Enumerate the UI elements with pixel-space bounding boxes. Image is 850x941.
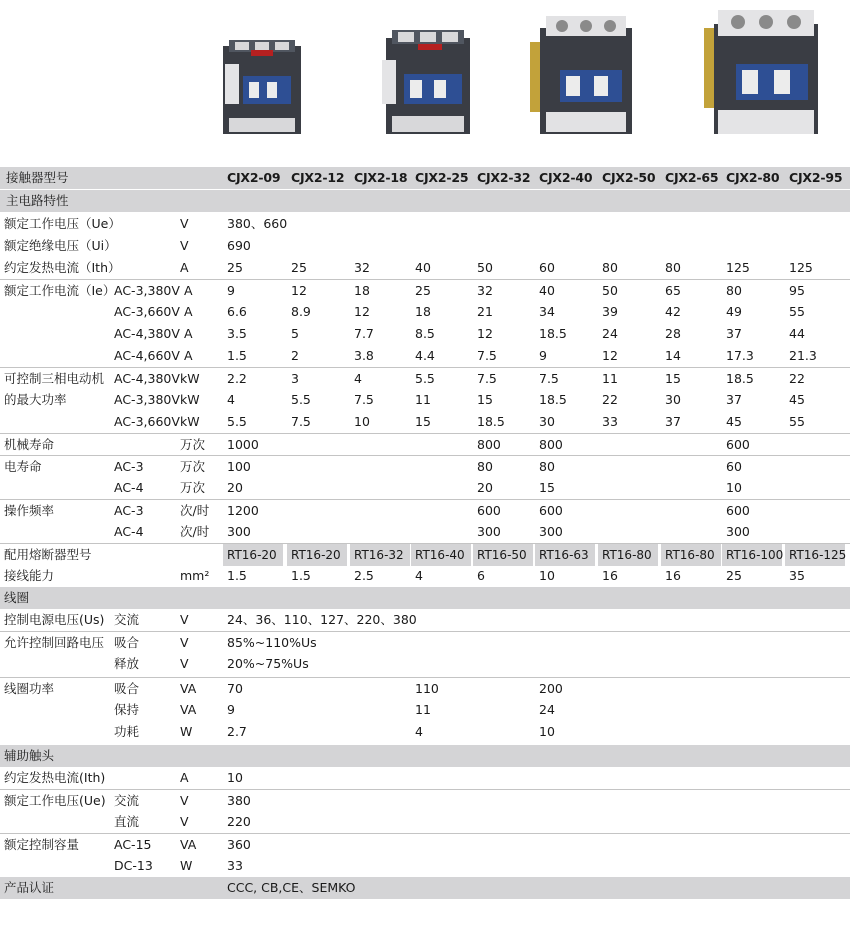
cell-value: 15 — [539, 480, 555, 495]
cell-value: 600 — [539, 503, 563, 518]
cell-value: 600 — [477, 503, 501, 518]
cell-value: 34 — [539, 304, 555, 319]
cell-value: 32 — [354, 260, 370, 275]
cell-value: 65 — [665, 283, 681, 298]
row-operating-frequency — [0, 521, 850, 543]
cell-value: 30 — [665, 392, 681, 407]
model-header-cjx2-80: CJX2-80 — [726, 167, 779, 189]
cell-value: 15 — [477, 392, 493, 407]
cell-value: 3 — [291, 371, 299, 386]
row-wire-capacity — [0, 565, 850, 587]
cell-value: 20 — [477, 480, 493, 495]
row-rated-current — [0, 323, 850, 345]
cell-value: 2.5 — [354, 568, 374, 583]
cell-value: 22 — [789, 371, 805, 386]
cell-value: 8.5 — [415, 326, 435, 341]
cell-value: 80 — [665, 260, 681, 275]
cell-value: 25 — [227, 260, 243, 275]
row-unit: V — [180, 216, 189, 231]
contactor-large-photo — [530, 12, 640, 136]
cell-value: RT16-20 — [291, 548, 341, 562]
cell-value: 18.5 — [539, 326, 567, 341]
row-unit: kW — [180, 392, 200, 407]
cell-value: 22 — [602, 392, 618, 407]
cell-value: 24、36、110、127、220、380 — [227, 612, 417, 627]
cell-value: 16 — [665, 568, 681, 583]
row-condition: 直流 — [114, 814, 140, 829]
row-condition: AC-3,660V — [114, 414, 180, 429]
cell-value: 800 — [477, 437, 501, 452]
row-aux-control-capacity — [0, 833, 850, 856]
row-unit: 次/时 — [180, 524, 210, 539]
cell-value: 690 — [227, 238, 251, 253]
cell-value: 11 — [415, 702, 431, 717]
row-unit: VA — [180, 837, 197, 852]
section-aux — [0, 745, 850, 767]
header-label: 接触器型号 — [6, 170, 69, 185]
cell-value: 10 — [539, 724, 555, 739]
cell-value: 5.5 — [291, 392, 311, 407]
row-unit: 万次 — [180, 480, 206, 495]
cell-value: 380、660 — [227, 216, 288, 231]
cell-value: 7.5 — [477, 371, 497, 386]
row-condition: AC-15 — [114, 837, 152, 852]
cell-value: 1.5 — [291, 568, 311, 583]
cell-value: 35 — [789, 568, 805, 583]
cell-value: 8.9 — [291, 304, 311, 319]
cell-value: 18 — [354, 283, 370, 298]
cell-value: RT16-20 — [227, 548, 277, 562]
row-label: 允许控制回路电压 — [4, 635, 105, 650]
cell-value: 24 — [602, 326, 618, 341]
cell-value: 300 — [539, 524, 563, 539]
cell-value: 12 — [602, 348, 618, 363]
cell-value: 15 — [415, 414, 431, 429]
row-fuse-model — [0, 543, 850, 566]
row-condition: AC-4 — [114, 480, 144, 495]
cell-value: 600 — [726, 437, 750, 452]
cell-value: 1.5 — [227, 348, 247, 363]
cell-value: 5.5 — [227, 414, 247, 429]
cell-value: 20 — [227, 480, 243, 495]
cell-value: 4 — [415, 568, 423, 583]
model-header-cjx2-32: CJX2-32 — [477, 167, 530, 189]
row-unit: W — [180, 724, 193, 739]
cell-value: 4.4 — [415, 348, 435, 363]
cell-value: 10 — [227, 770, 243, 785]
row-electrical-life — [0, 477, 850, 499]
cell-value: RT16-63 — [539, 548, 589, 562]
row-label: 的最大功率 — [4, 392, 67, 407]
cell-value: 9 — [539, 348, 547, 363]
cell-value: 200 — [539, 681, 563, 696]
section-title: 主电路特性 — [6, 193, 69, 208]
product-photos — [0, 0, 850, 165]
cell-value: 80 — [539, 459, 555, 474]
cell-value: CCC, CB,CE、SEMKO — [227, 880, 356, 895]
row-unit: A — [180, 770, 189, 785]
cell-value: 45 — [789, 392, 805, 407]
row-coil-power — [0, 677, 850, 700]
row-condition: 释放 — [114, 656, 140, 671]
row-condition: AC-4 — [114, 524, 144, 539]
cell-value: RT16-125 — [789, 548, 847, 562]
cell-value: 7.5 — [539, 371, 559, 386]
row-condition: AC-3 — [114, 459, 144, 474]
cell-value: 33 — [602, 414, 618, 429]
cell-value: 1.5 — [227, 568, 247, 583]
cell-value: 3.8 — [354, 348, 374, 363]
row-mechanical-life — [0, 433, 850, 456]
cell-value: 37 — [665, 414, 681, 429]
table-header-row — [0, 167, 850, 189]
row-electrical-life — [0, 455, 850, 478]
model-header-cjx2-40: CJX2-40 — [539, 167, 592, 189]
cell-value: 6 — [477, 568, 485, 583]
cell-value: 11 — [602, 371, 618, 386]
row-unit: A — [184, 326, 193, 341]
cell-value: RT16-50 — [477, 548, 527, 562]
row-operating-frequency — [0, 499, 850, 522]
row-label: 约定发热电流(Ith) — [4, 770, 106, 785]
row-pull-in-voltage — [0, 631, 850, 654]
row-condition: AC-4,380V — [114, 326, 180, 341]
cell-value: 11 — [415, 392, 431, 407]
cell-value: 25 — [415, 283, 431, 298]
row-label: 控制电源电压(Us) — [4, 612, 105, 627]
row-condition: 功耗 — [114, 724, 140, 739]
cell-value: 15 — [665, 371, 681, 386]
row-release-voltage — [0, 653, 850, 675]
cell-value: 7.5 — [477, 348, 497, 363]
cell-value: 30 — [539, 414, 555, 429]
row-unit: A — [180, 260, 189, 275]
row-rated-voltage — [0, 213, 850, 235]
cell-value: 33 — [227, 858, 243, 873]
contactor-small-photo — [215, 36, 310, 136]
cell-value: 220 — [227, 814, 251, 829]
cell-value: 21 — [477, 304, 493, 319]
cell-value: 25 — [726, 568, 742, 583]
cell-value: 1000 — [227, 437, 259, 452]
cell-value: 55 — [789, 414, 805, 429]
cell-value: RT16-40 — [415, 548, 465, 562]
cell-value: 110 — [415, 681, 439, 696]
section-coil — [0, 587, 850, 609]
row-unit: V — [180, 238, 189, 253]
cell-value: RT16-80 — [602, 548, 652, 562]
cell-value: 7.5 — [354, 392, 374, 407]
cell-value: 14 — [665, 348, 681, 363]
cell-value: 20%~75%Us — [227, 656, 309, 671]
row-label: 额定工作电压(Ue) — [4, 793, 106, 808]
row-control-voltage — [0, 609, 850, 631]
cell-value: 7.7 — [354, 326, 374, 341]
row-unit: 万次 — [180, 437, 206, 452]
row-unit: kW — [180, 371, 200, 386]
cell-value: 2.2 — [227, 371, 247, 386]
row-condition: 交流 — [114, 793, 140, 808]
row-certification — [0, 877, 850, 899]
cell-value: 1200 — [227, 503, 259, 518]
cell-value: 12 — [477, 326, 493, 341]
row-unit: 万次 — [180, 459, 206, 474]
cell-value: 40 — [415, 260, 431, 275]
cell-value: 10 — [354, 414, 370, 429]
section-main-circuit — [0, 190, 850, 212]
cell-value: 80 — [726, 283, 742, 298]
row-label: 线圈功率 — [4, 681, 55, 696]
row-condition: 保持 — [114, 702, 140, 717]
row-aux-thermal-current — [0, 767, 850, 789]
row-unit: V — [180, 635, 189, 650]
cell-value: 60 — [726, 459, 742, 474]
cell-value: 360 — [227, 837, 251, 852]
cell-value: 2.7 — [227, 724, 247, 739]
row-aux-control-capacity — [0, 855, 850, 877]
cell-value: 49 — [726, 304, 742, 319]
row-rated-current — [0, 301, 850, 323]
cell-value: 300 — [477, 524, 501, 539]
cell-value: RT16-100 — [726, 548, 784, 562]
cell-value: 80 — [602, 260, 618, 275]
row-motor-power — [0, 411, 850, 433]
row-unit: V — [180, 612, 189, 627]
cell-value: 37 — [726, 326, 742, 341]
cell-value: 40 — [539, 283, 555, 298]
cell-value: 70 — [227, 681, 243, 696]
cell-value: 50 — [602, 283, 618, 298]
row-unit: mm² — [180, 568, 210, 583]
cell-value: 80 — [477, 459, 493, 474]
cell-value: 100 — [227, 459, 251, 474]
cell-value: 7.5 — [291, 414, 311, 429]
cell-value: 300 — [726, 524, 750, 539]
row-unit: W — [180, 858, 193, 873]
cell-value: 380 — [227, 793, 251, 808]
row-label: 额定工作电流（Ie） — [4, 283, 116, 298]
row-condition: DC-13 — [114, 858, 153, 873]
model-header-cjx2-25: CJX2-25 — [415, 167, 468, 189]
row-unit: A — [184, 348, 193, 363]
row-condition: AC-4,380V — [114, 371, 180, 386]
cell-value: 37 — [726, 392, 742, 407]
row-unit: A — [184, 283, 193, 298]
row-rated-current — [0, 279, 850, 302]
cell-value: 9 — [227, 702, 235, 717]
contactor-xlarge-photo — [700, 6, 825, 136]
cell-value: 39 — [602, 304, 618, 319]
row-rated-current — [0, 345, 850, 367]
row-label: 额定控制容量 — [4, 837, 80, 852]
cell-value: 42 — [665, 304, 681, 319]
cell-value: 4 — [354, 371, 362, 386]
row-unit: 次/时 — [180, 503, 210, 518]
cell-value: 17.3 — [726, 348, 754, 363]
cell-value: 6.6 — [227, 304, 247, 319]
cell-value: 800 — [539, 437, 563, 452]
row-aux-rated-voltage — [0, 789, 850, 812]
row-unit: V — [180, 656, 189, 671]
model-header-cjx2-12: CJX2-12 — [291, 167, 344, 189]
row-condition: AC-3,380V — [114, 392, 180, 407]
cell-value: 10 — [539, 568, 555, 583]
row-coil-power — [0, 699, 850, 721]
row-condition: AC-3 — [114, 503, 144, 518]
row-condition: 吸合 — [114, 681, 140, 696]
row-label: 接线能力 — [4, 568, 55, 583]
row-label: 产品认证 — [4, 880, 55, 895]
row-label: 约定发热电流（Ith） — [4, 260, 121, 275]
cell-value: 45 — [726, 414, 742, 429]
row-motor-power — [0, 367, 850, 390]
row-condition: 吸合 — [114, 635, 140, 650]
cell-value: RT16-80 — [665, 548, 715, 562]
cell-value: 21.3 — [789, 348, 817, 363]
contactor-medium-photo — [378, 26, 478, 136]
cell-value: 3.5 — [227, 326, 247, 341]
cell-value: 4 — [415, 724, 423, 739]
cell-value: 85%~110%Us — [227, 635, 317, 650]
cell-value: 5.5 — [415, 371, 435, 386]
cell-value: 125 — [789, 260, 813, 275]
cell-value: 600 — [726, 503, 750, 518]
row-condition: AC-4,660V — [114, 348, 180, 363]
cell-value: 32 — [477, 283, 493, 298]
row-label: 辅助触头 — [4, 748, 55, 763]
row-unit: kW — [180, 414, 200, 429]
row-label: 操作频率 — [4, 503, 55, 518]
cell-value: 300 — [227, 524, 251, 539]
cell-value: 25 — [291, 260, 307, 275]
row-condition: 交流 — [114, 612, 140, 627]
row-insulation-voltage — [0, 235, 850, 257]
cell-value: 18.5 — [726, 371, 754, 386]
row-unit: V — [180, 793, 189, 808]
cell-value: 2 — [291, 348, 299, 363]
row-label: 机械寿命 — [4, 437, 55, 452]
cell-value: 125 — [726, 260, 750, 275]
row-condition: AC-3,380V — [114, 283, 180, 298]
row-condition: AC-3,660V — [114, 304, 180, 319]
row-unit: VA — [180, 681, 197, 696]
cell-value: 12 — [291, 283, 307, 298]
row-label: 额定工作电压（Ue） — [4, 216, 121, 231]
cell-value: 24 — [539, 702, 555, 717]
row-motor-power — [0, 389, 850, 411]
row-unit: VA — [180, 702, 197, 717]
cell-value: 18 — [415, 304, 431, 319]
cell-value: 18.5 — [539, 392, 567, 407]
model-header-cjx2-65: CJX2-65 — [665, 167, 718, 189]
cell-value: 18.5 — [477, 414, 505, 429]
row-thermal-current — [0, 257, 850, 279]
cell-value: 60 — [539, 260, 555, 275]
cell-value: 10 — [726, 480, 742, 495]
row-unit: V — [180, 814, 189, 829]
row-label: 额定绝缘电压（Ui） — [4, 238, 117, 253]
cell-value: 44 — [789, 326, 805, 341]
cell-value: 9 — [227, 283, 235, 298]
model-header-cjx2-09: CJX2-09 — [227, 167, 280, 189]
row-label: 配用熔断器型号 — [4, 547, 92, 562]
cell-value: 16 — [602, 568, 618, 583]
row-aux-rated-voltage — [0, 811, 850, 833]
row-label: 可控制三相电动机 — [4, 371, 105, 386]
row-label: 线圈 — [4, 590, 30, 605]
cell-value: 55 — [789, 304, 805, 319]
model-header-cjx2-95: CJX2-95 — [789, 167, 842, 189]
cell-value: 50 — [477, 260, 493, 275]
cell-value: 4 — [227, 392, 235, 407]
model-header-cjx2-50: CJX2-50 — [602, 167, 655, 189]
row-label: 电寿命 — [4, 459, 42, 474]
row-coil-power — [0, 721, 850, 743]
model-header-cjx2-18: CJX2-18 — [354, 167, 407, 189]
cell-value: 12 — [354, 304, 370, 319]
cell-value: 95 — [789, 283, 805, 298]
cell-value: RT16-32 — [354, 548, 404, 562]
cell-value: 28 — [665, 326, 681, 341]
row-unit: A — [184, 304, 193, 319]
cell-value: 5 — [291, 326, 299, 341]
